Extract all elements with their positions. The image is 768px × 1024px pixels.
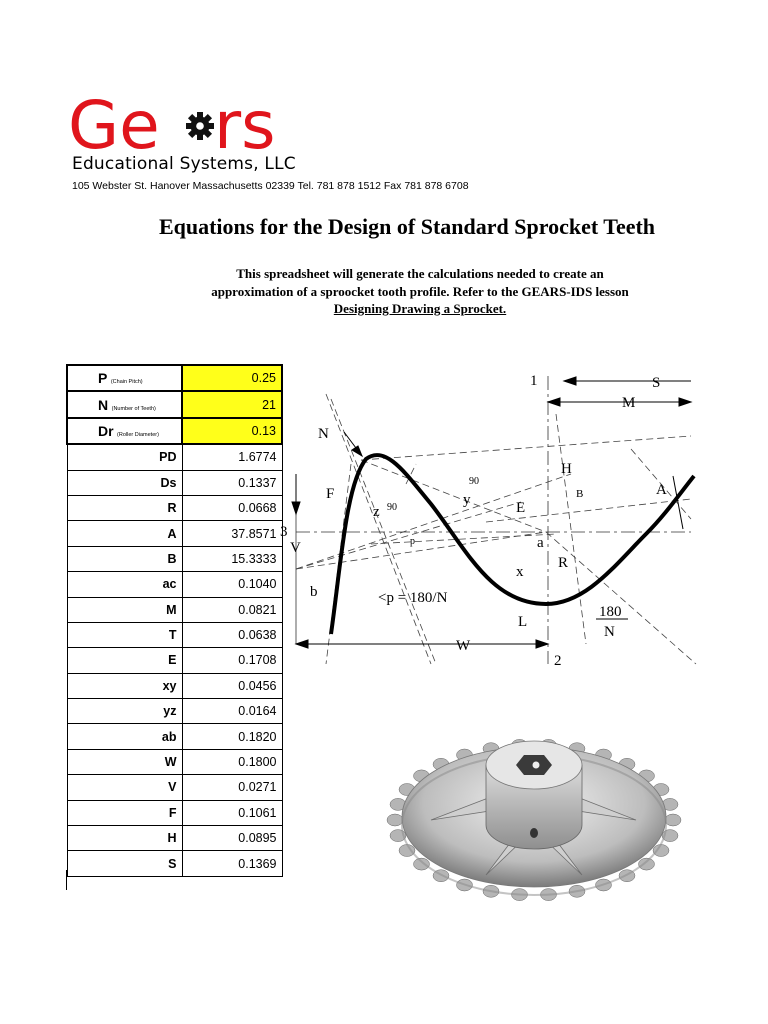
label-y: y (463, 492, 471, 508)
row-value[interactable]: 0.0895 (182, 826, 282, 851)
label-L: L (518, 614, 528, 630)
input-value-n[interactable]: 21 (182, 391, 282, 417)
logo-word-left: Ge (68, 87, 160, 164)
row-label: R (67, 495, 182, 520)
sprocket-3d-image (376, 725, 692, 915)
label-M: M (622, 395, 636, 411)
row-label: E (67, 648, 182, 673)
row-label: T (67, 622, 182, 647)
table-row (67, 699, 282, 724)
table-row (67, 749, 282, 774)
table-row (67, 572, 282, 597)
row-value[interactable]: 0.0821 (182, 597, 282, 622)
row-value[interactable]: 0.1820 (182, 724, 282, 749)
intro-line-1: This spreadsheet will generate the calculations needed to create an (236, 266, 604, 281)
label-1: 1 (530, 373, 538, 389)
table-row (67, 521, 282, 546)
label-F: F (326, 486, 335, 502)
table-row (67, 546, 282, 571)
label-x: x (516, 564, 524, 580)
label-a: a (537, 535, 544, 551)
row-label: xy (67, 673, 182, 698)
row-value[interactable]: 37.8571 (182, 521, 282, 546)
row-label: H (67, 826, 182, 851)
row-value[interactable]: 1.6774 (182, 444, 282, 470)
row-label: S (67, 851, 182, 876)
label-90-lower: 90 (387, 502, 397, 513)
intro-text (150, 265, 690, 318)
row-value[interactable]: 0.0638 (182, 622, 282, 647)
label-angle: <p = 180/N (378, 590, 448, 606)
label-3: 3 (280, 524, 288, 540)
logo-word-right: rs (214, 87, 276, 164)
row-label: yz (67, 699, 182, 724)
table-row (67, 800, 282, 825)
label-H: H (561, 461, 572, 477)
row-value[interactable]: 0.0668 (182, 495, 282, 520)
row-label: ab (67, 724, 182, 749)
label-p: p (410, 536, 415, 547)
input-value-p[interactable]: 0.25 (182, 365, 282, 391)
label-R: R (558, 555, 569, 571)
diagram-labels (280, 373, 667, 669)
lesson-link[interactable]: Designing Drawing a Sprocket. (333, 301, 507, 316)
label-V: V (290, 540, 301, 556)
label-N: N (318, 426, 329, 442)
row-value[interactable]: 0.1369 (182, 851, 282, 876)
label-90-upper: 90 (469, 476, 479, 487)
input-label-p: P (Chain Pitch) (67, 365, 182, 391)
label-S: S (652, 375, 661, 391)
input-row-dr (67, 418, 282, 444)
table-row (67, 851, 282, 876)
row-value[interactable]: 0.0456 (182, 673, 282, 698)
table-border-tail (66, 870, 67, 890)
row-value[interactable]: 15.3333 (182, 546, 282, 571)
row-label: W (67, 749, 182, 774)
sprocket-table (66, 364, 283, 877)
label-A: A (656, 482, 667, 498)
row-label: M (67, 597, 182, 622)
label-180: 180 (599, 604, 622, 620)
input-value-dr[interactable]: 0.13 (182, 418, 282, 444)
table-row (67, 648, 282, 673)
tooth-profile-curve (331, 455, 694, 634)
table-row (67, 622, 282, 647)
input-row-p (67, 365, 282, 391)
label-b: b (310, 584, 318, 600)
construction-lines (296, 394, 696, 664)
label-2: 2 (554, 653, 562, 669)
row-label: ac (67, 572, 182, 597)
table-row (67, 444, 282, 470)
input-row-n (67, 391, 282, 417)
row-label: PD (67, 444, 182, 470)
page-title: Equations for the Design of Standard Sprocket Teeth (158, 214, 656, 239)
label-N-denominator: N (604, 624, 615, 640)
input-label-n: N (Number of Teeth) (67, 391, 182, 417)
row-value[interactable]: 0.0271 (182, 775, 282, 800)
row-value[interactable]: 0.1040 (182, 572, 282, 597)
row-value[interactable]: 0.1061 (182, 800, 282, 825)
label-z: z (373, 504, 380, 520)
row-value[interactable]: 0.1800 (182, 749, 282, 774)
table-row (67, 724, 282, 749)
sprocket-tooth-diagram (280, 364, 698, 674)
table-row (67, 470, 282, 495)
table-row (67, 775, 282, 800)
table-row (67, 673, 282, 698)
table-row (67, 826, 282, 851)
label-E: E (516, 500, 526, 516)
input-label-dr: Dr (Roller Diameter) (67, 418, 182, 444)
row-value[interactable]: 0.0164 (182, 699, 282, 724)
gear-icon (186, 112, 214, 140)
company-address: 105 Webster St. Hanover Massachusetts 02339 Tel. 781 878 1512 Fax 781 878 6708 (72, 180, 469, 192)
row-value[interactable]: 0.1337 (182, 470, 282, 495)
label-B: B (576, 488, 584, 500)
row-label: V (67, 775, 182, 800)
gears-logo (68, 87, 288, 164)
vertical-axis-lines (296, 376, 691, 664)
company-name: Educational Systems, LLC (72, 154, 296, 174)
table-row (67, 597, 282, 622)
label-W: W (456, 638, 471, 654)
row-value[interactable]: 0.1708 (182, 648, 282, 673)
row-label: Ds (67, 470, 182, 495)
intro-line-2: approximation of a sproocket tooth profile. Refer to the GEARS-IDS lesson (211, 283, 629, 299)
table-row (67, 495, 282, 520)
row-label: B (67, 546, 182, 571)
row-label: F (67, 800, 182, 825)
row-label: A (67, 521, 182, 546)
